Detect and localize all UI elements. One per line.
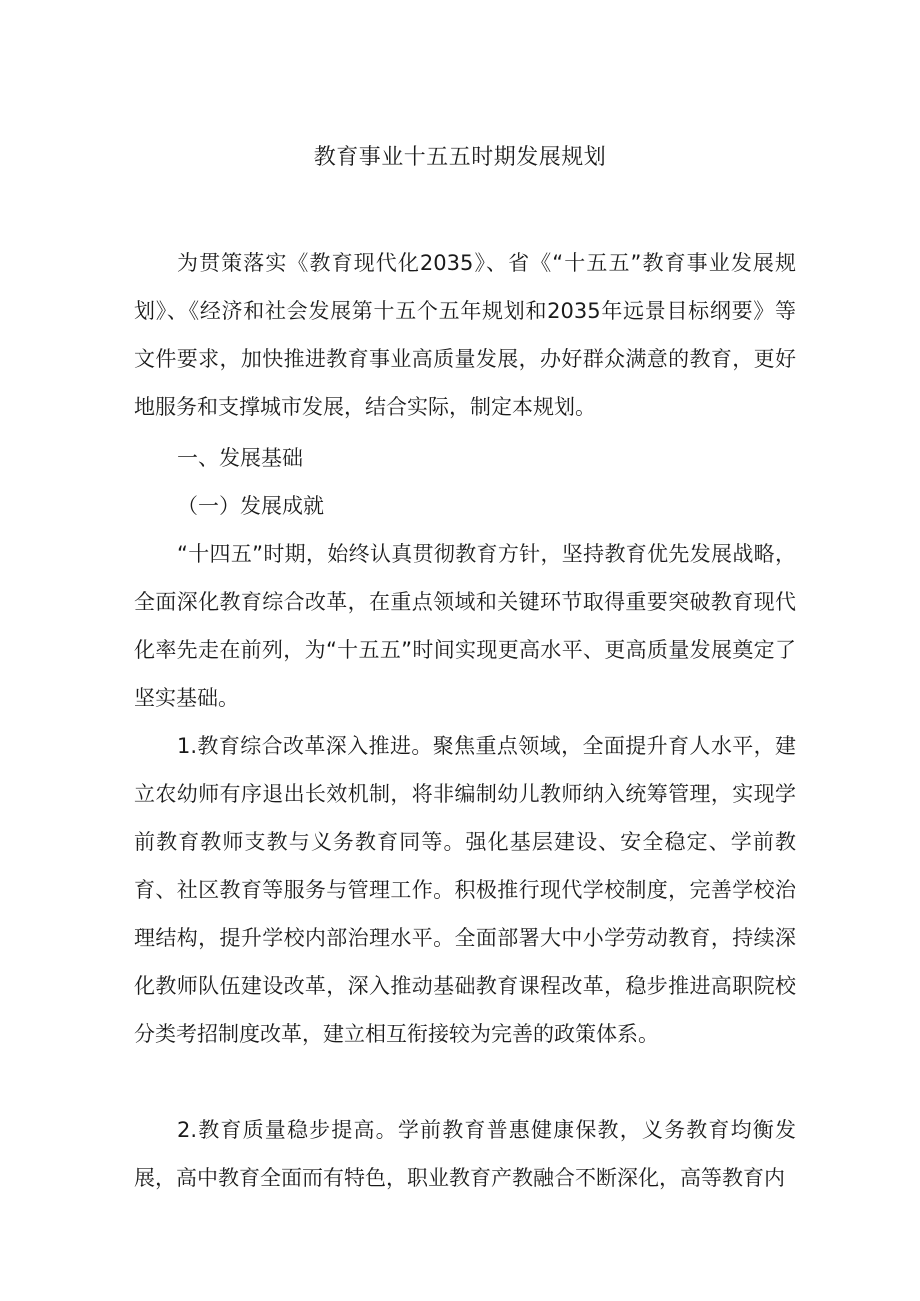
document-title: 教育事业十五五时期发展规划	[313, 145, 607, 170]
subsection-heading: （一）发展成就	[177, 494, 324, 518]
section-heading: 一、发展基础	[177, 446, 303, 470]
item-1-paragraph: 1.教育综合改革深入推进。聚焦重点领域，全面提升育人水平，建立农幼师有序退出长效机制，将非编制幼儿教师纳入统筹管理，实现学前教育教师支教与义务教育同等。强化基层建设、安全稳定、学前教育、社区教育等服务与管理工作。积极推行现代学校制度，完善学校治理结构，提升学校内部治理水平。全面部署大中小学劳动教育，持续深化教师队伍建设改革，深入推动基础教育课程改革，稳步推进高职院校分类考招制度改革，建立相互衔接较为完善的政策体系。	[134, 734, 796, 1046]
achievement-paragraph: “十四五”时期，始终认真贯彻教育方针，坚持教育优先发展战略，全面深化教育综合改革，在重点领域和关键环节取得重要突破教育现代化率先走在前列，为“十五五”时间实现更高水平、更高质量发展奠定了坚实基础。	[134, 542, 796, 710]
item-2-paragraph: 2.教育质量稳步提高。学前教育普惠健康保教，义务教育均衡发展，高中教育全面而有特色，职业教育产教融合不断深化，高等教育内	[134, 1118, 796, 1190]
intro-paragraph: 为贯策落实《教育现代化2035》、省《“十五五”教育事业发展规划》、《经济和社会发展第十五个五年规划和2035年远景目标纲要》等文件要求，加快推进教育事业高质量发展，办好群众满意的教育，更好地服务和支撑城市发展，结合实际，制定本规划。	[134, 251, 796, 419]
